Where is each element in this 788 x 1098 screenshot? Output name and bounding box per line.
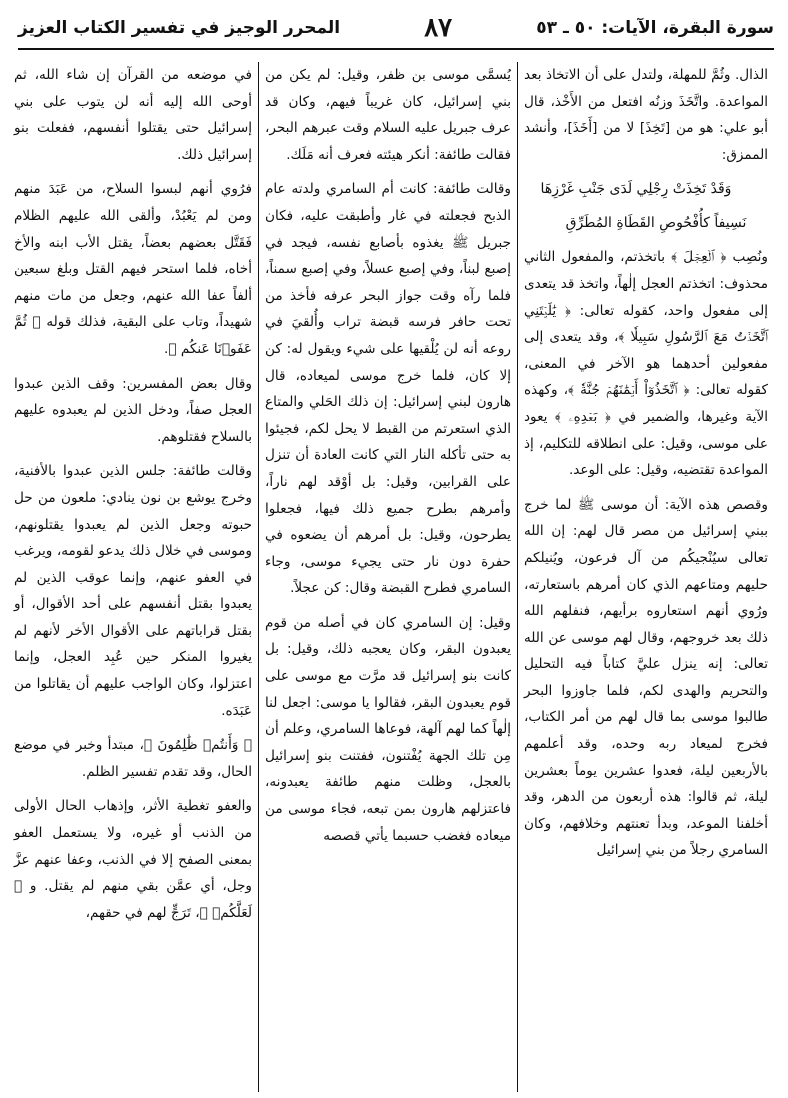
poetry-verse: [524, 176, 768, 236]
column-divider: [517, 62, 518, 1092]
column-right: [518, 62, 774, 1092]
verse-line-1: وَقَدْ تَخِذَتْ رِجْلِي لَدَى جَنْبِ غَرْزِهَا: [540, 181, 732, 198]
paragraph: والعفو تغطية الأثر، وإذهاب الحال الأولى من الذنب أو غيره، ولا يستعمل العفو بمعنى الصفح إلا في الذنب، وعفا عنهم عزَّ وجل، أي عمَّن بقي منهم لم يقتل. و ﴿ لَعَلَّكُمۡ ﴾، تَرَجٍّ لهم في حقهم،: [14, 798, 252, 921]
paragraph: في موضعه من القرآن إن شاء الله، ثم أوحى الله إليه أنه لن يتوب على بني إسرائيل حتى يقتلوا أنفسهم، ففعلت بنو إسرائيل ذلك.: [14, 67, 252, 163]
book-title: المحرر الوجيز في تفسير الكتاب العزيز: [18, 18, 341, 38]
paragraph: ﴿ وَأَنتُمۡ ظَٰلِمُونَ ﴾، مبتدأ وخبر في موضع الحال، وقد تقدم تفسير الظلم.: [14, 737, 252, 780]
paragraph: وقالت طائفة: جلس الذين عبدوا بالأفنية، وخرج يوشع بن نون ينادي: ملعون من حل حبوته وجعل الذين لم يعبدوا يقتلونهم، وموسى في خلال ذلك يدعو لقومه، ويرغب في العفو عنهم، وإنما عوقب الذين لم يعبدوا بقتل أنفسهم على أحد الأقوال، أو بقتل قراباتهم على الأقوال الأخر لأنهم لم يغيروا المنكر حين عُبِد العجل، وإنما اعتزلوا، وكان الواجب عليهم أن يقاتلوا من عَبَدَه.: [14, 463, 252, 719]
paragraph: وقصص هذه الآية: أن موسى ﷺ لما خرج ببني إسرائيل من مصر قال لهم: إن الله تعالى سيُنْجيكُم من آل فرعون، ويُنيلكم حليهم ومتاعهم الذي كان أمرهم باستعارته، ورُوي أنهم استعاروه برأيهم، فنفلهم الله ذلك بعد خروجهم، وقال لهم موسى عن الله تعالى: إنه ينزل عليَّ كتاباً فيه التحليل والتحريم والهدى لكم، فلما جاوزوا البحر طالبوا موسى بما قال لهم من أمر الكتاب، فخرج لميعاد ربه وحده، وقد أعلمهم بالأربعين ليلة، فعدوا عشرين يوماً بعشرين ليلة، ثم قالوا: هذه أربعون من الدهر، وقد أخلفنا الموعد، وبدأ تعنتهم وخلافهم، وكان السامري رجلاً من بني إسرائيل: [524, 496, 768, 859]
column-divider: [258, 62, 259, 1092]
header-rule: [18, 48, 774, 50]
paragraph: وقيل: إن السامري كان في أصله من قوم يعبدون البقر، وكان يعجبه ذلك، وقيل: بل كانت بنو إسرائيل قد مرَّت مع موسى على قوم يعبدون البقر، فقالوا يا موسى: اجعل لنا إلٰهاً كما لهم آلهة، فوعاها السامري، وعلم أن مِن تلك الجهة يُفْتنون، ففتنت بنو إسرائيل بالعجل، وظلت منهم طائفة يعبدونه، فاعتزلهم هارون بمن تبعه، فجاء موسى من ميعاده فغضب حسبما يأتي قصصه: [265, 614, 511, 844]
text-columns: [14, 62, 774, 1092]
verse-line-2: نَسِيفاً كأُفْحُوصِ القَطَاةِ المُطَرِّقِ: [565, 215, 747, 232]
page-header: [18, 8, 774, 48]
paragraph: وقالت طائفة: كانت أم السامري ولدته عام الذبح فجعلته في غار وأطبقت عليه، فكان جبريل ﷺ يغذوه بأصابع نفسه، فيجد في إصبع لبناً، وفي إصبع عسلاً، وفي إصبع سمناً، فلما رآه وقت جواز البحر عرفه فأخذ من تحت حافر فرسه قبضة تراب وأُلقيَ في روعه أنه لن يُلْقيها على شيء ويقول له: كن إلا كان، فلما خرج موسى لميعاده، قال هارون لبني إسرائيل: إن ذلك الحَلي والمتاع الذي استعرتم من القبط لا يحل لكم، فجيئوا به حتى تأكله النار التي كانت العادة أن تنزل على القرابين، وقيل: بل أوْقد لهم ناراً، وأمرهم بطرح جميع ذلك فيها، فجعلوا يطرحون، وقيل: بل أمرهم أن يضعوه في حفرة دون نار حتى يجيء موسى، وجاء السامري فطرح القبضة وقال: كن عجلاً.: [265, 181, 511, 597]
paragraph: وقال بعض المفسرين: وقف الذين عبدوا العجل صفاً، ودخل الذين لم يعبدوه عليهم بالسلاح فقتلوهم.: [14, 375, 252, 445]
paragraph: ونُصِب ﴿ ٱلۡعِجۡلَ ﴾ باتخذتم، والمفعول الثاني محذوف: اتخذتم العجل إلٰهاً، واتخذ قد يتعدى إلى مفعول واحد، كقوله تعالى: ﴿ يَٰلَيۡتَنِي ٱتَّخَذۡتُ مَعَ ٱلرَّسُولِ سَبِيلٗا ﴾، وقد يتعدى إلى مفعولين أحدهما هو الآخر في المعنى، كقوله تعالى: ﴿ ٱتَّخَذُوٓاْ أَيۡمَٰنَهُمۡ جُنَّةٗ ﴾، وكهذه الآية وغيرها، والضمير في ﴿ بَعۡدِهِۦ ﴾ يعود على موسى، وقيل: على انطلاقه للتكليم، إذ المواعدة تقتضيه، وقيل: على الوعد.: [524, 249, 768, 479]
page-number: ٨٧: [424, 13, 453, 43]
surah-title: سورة البقرة، الآيات: ٥٠ ـ ٥٣: [536, 18, 774, 38]
column-middle: [259, 62, 517, 1092]
column-left: [8, 62, 258, 1092]
paragraph: فرُوي أنهم لبسوا السلاح، من عَبَدَ منهم ومن لم يَعْبُدْ، وألقى الله عليهم الظلام فَقَتَّل بعضهم بعضاً، يقتل الأب ابنه والأخ أخاه، فلما استحر فيهم القتل وبلغ سبعين ألفاً عفا الله عنهم، وجعل من مات منهم شهيداً، وتاب على البقية، فذلك قوله ﴿ ثُمَّ عَفَوۡنَا عَنكُم ﴾.: [14, 181, 252, 357]
paragraph: يُسمَّى موسى بن ظفر، وقيل: لم يكن من بني إسرائيل، كان غريباً فيهم، وكان قد عرف جبريل عليه السلام وقت عبرهم البحر، فقالت طائفة: أنكر هيئته فعرف أنه مَلَك.: [265, 67, 511, 163]
paragraph: الذال. وثُمَّ للمهلة، ولتدل على أن الاتخاذ بعد المواعدة. واتَّخَذَ وزنُه افتعل من الأَخْذ، قال أبو علي: هو من [تَخِذَ] لا من [أَخَذَ]، وأنشد الممزق:: [524, 67, 768, 163]
